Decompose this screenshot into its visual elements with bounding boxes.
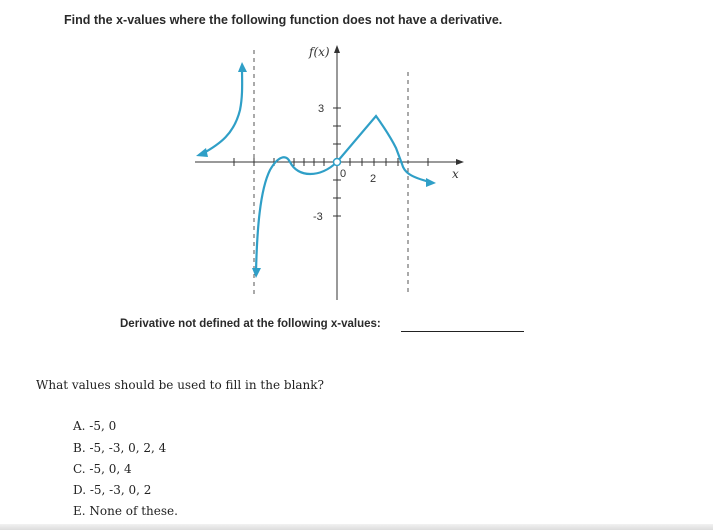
x-axis-arrow: [456, 159, 464, 165]
function-graph: [190, 40, 480, 300]
choice-c[interactable]: C. -5, 0, 4: [73, 462, 132, 476]
function-curve: [202, 68, 430, 272]
tick-label-2: 2: [370, 173, 377, 185]
tick-label-0: 0: [340, 168, 347, 180]
fill-in-label: Derivative not defined at the following x-values:: [120, 318, 381, 330]
curve-middle-branch: [256, 116, 430, 272]
curve-arrow-right: [426, 178, 436, 187]
tick-label-3: 3: [318, 103, 325, 115]
curve-left-branch: [202, 68, 242, 154]
question-prompt: What values should be used to fill in the blank?: [36, 378, 324, 392]
curve-arrow-bottom: [252, 268, 261, 278]
bottom-bar: [0, 524, 713, 530]
curve-arrow-top: [238, 62, 247, 72]
tick-label-neg3: -3: [313, 211, 323, 223]
choice-d[interactable]: D. -5, -3, 0, 2: [73, 483, 152, 497]
choice-e[interactable]: E. None of these.: [73, 504, 178, 518]
x-axis-label: x: [452, 167, 459, 181]
answer-blank: [401, 331, 524, 332]
open-point: [334, 159, 341, 166]
question-title: Find the x-values where the following function does not have a derivative.: [64, 13, 503, 27]
y-axis-label: f(x): [309, 45, 330, 59]
choice-a[interactable]: A. -5, 0: [73, 419, 117, 433]
choice-b[interactable]: B. -5, -3, 0, 2, 4: [73, 441, 167, 455]
y-axis-arrow: [334, 45, 340, 53]
curve-arrow-left: [196, 148, 208, 157]
